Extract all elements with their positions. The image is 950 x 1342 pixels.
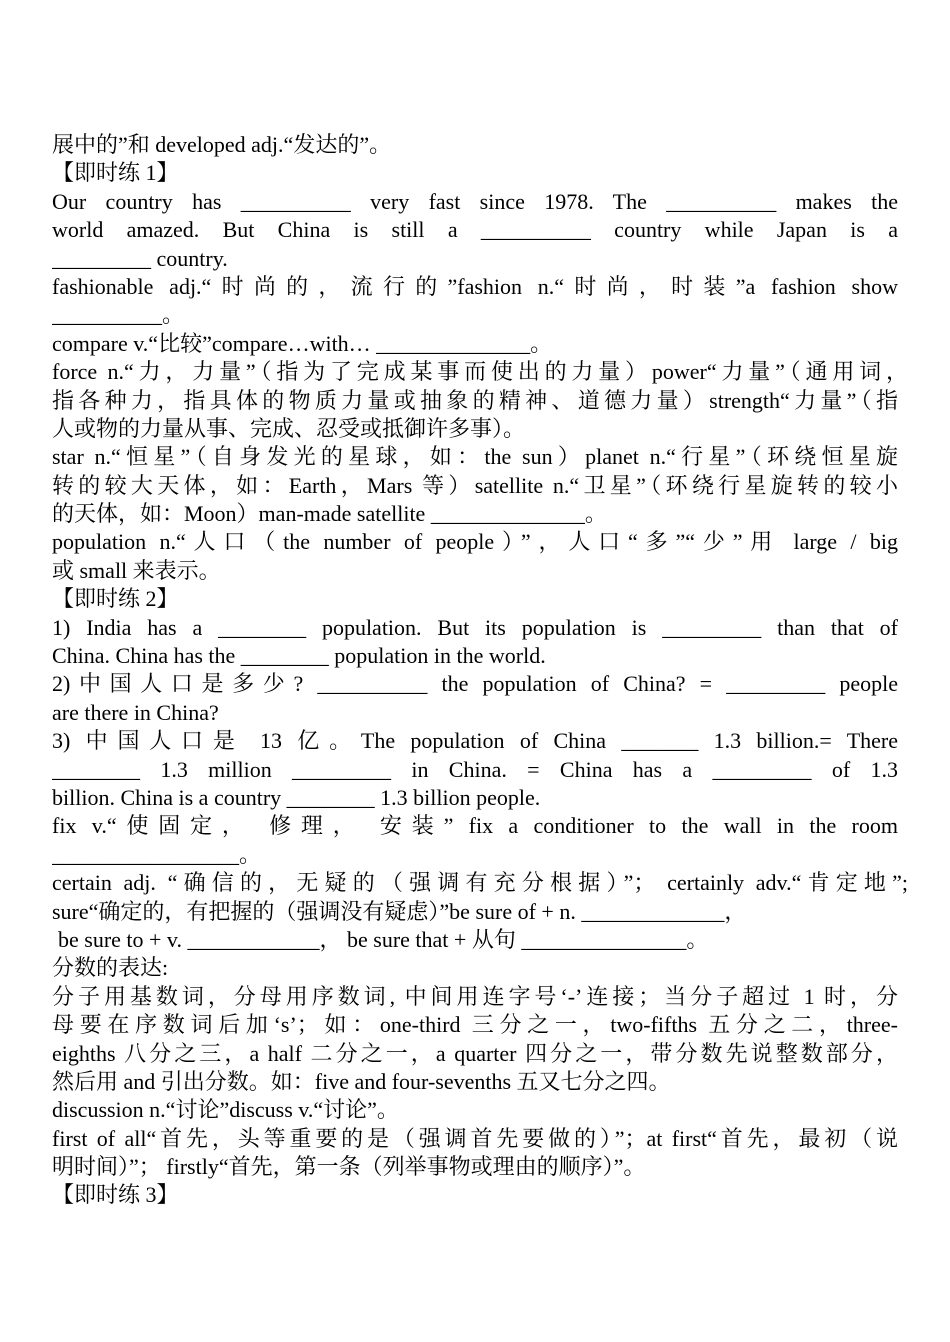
text-line: be sure to + v. ____________， be sure that + 从句 _______________。 [58, 926, 709, 952]
text-line: force n.“力，力量”（指为了完成某事而使出的力量）power“力量”（通用词， [52, 359, 908, 385]
text-line: 指各种力，指具体的物质力量或抽象的精神、道德力量）strength“力量”（指 [52, 387, 898, 413]
text-line: 或 small 来表示。 [52, 557, 221, 583]
text-line: billion. China is a country ________ 1.3 billion people. [52, 784, 541, 810]
text-line: _________ country. [52, 245, 228, 271]
text-line: 3) 中国人口是 13 亿。The population of China _______ 1.3 billion.= There [52, 728, 898, 754]
text-line: eighths 八分之三，a half 二分之一，a quarter 四分之一，带分数先说整数部分， [52, 1040, 898, 1066]
text-line: fashionable adj.“时尚的，流行的”fashion n.“时尚，时装”a fashion show [52, 273, 898, 299]
document-page [52, 131, 908, 1210]
text-line: sure“确定的，有把握的（强调没有疑虑）”be sure of + n. _____________， [52, 898, 747, 924]
text-line: __________。 [52, 302, 185, 328]
section-heading: 分数的表达: [52, 955, 169, 981]
text-line: 然后用 and 引出分数。如：five and four-sevenths 五又七分之四。 [52, 1068, 671, 1094]
text-line: are there in China? [52, 699, 219, 725]
text-line: 展中的”和 developed adj.“发达的”。 [52, 132, 392, 157]
text-line: 1) India has a ________ population. But its population is _________ than that of [52, 614, 898, 640]
text-line: 母要在序数词后加‘s’；如：one-third 三分之一，two-fifths 五分之二，three- [52, 1012, 898, 1038]
text-line: star n.“恒星”（自身发光的星球，如：the sun）planet n.“行星”（环绕恒星旋 [52, 444, 898, 470]
text-line: 的天体，如：Moon）man-made satellite ______________。 [52, 501, 607, 527]
text-line: ________ 1.3 million _________ in China. = China has a _________ of 1.3 [52, 756, 898, 782]
text-line: China. China has the ________ population in the world. [52, 643, 546, 669]
text-line: Our country has __________ very fast since 1978. The __________ makes the [52, 188, 898, 214]
text-line: 转的较大天体，如：Earth，Mars 等）satellite n.“卫星”（环绕行星旋转的较小 [52, 472, 898, 498]
exercise-heading: 【即时练 3】 [52, 1182, 179, 1208]
text-line: first of all“首先，头等重要的是（强调首先要做的）”；at first“首先，最初（说 [52, 1125, 898, 1151]
exercise-heading: 【即时练 1】 [52, 160, 179, 186]
text-line: 明时间）”； firstly“首先，第一条（列举事物或理由的顺序）”。 [52, 1154, 646, 1180]
text-line: discussion n.“讨论”discuss v.“讨论”。 [52, 1097, 399, 1123]
text-line: population n.“人口（the number of people）”，人口“多”“少”用 large / big [52, 529, 898, 555]
text-line: 分子用基数词，分母用序数词, 中间用连字号‘-’连接；当分子超过 1 时，分 [52, 983, 898, 1009]
text-line: compare v.“比较”compare…with… ______________。 [52, 330, 553, 356]
text-line: world amazed. But China is still a __________ country while Japan is a [52, 217, 898, 243]
exercise-heading: 【即时练 2】 [52, 586, 179, 612]
text-line: certain adj. “确信的，无疑的（强调有充分根据）”； certainly adv.“肯定地”; [52, 870, 908, 896]
text-line: 人或物的力量从事、完成、忍受或抵御许多事）。 [52, 415, 526, 441]
text-line: _________________。 [52, 841, 262, 867]
text-line: 2)中国人口是多少? __________ the population of China? = _________ people [52, 671, 898, 697]
text-line: fix v.“使固定， 修理， 安装” fix a conditioner to the wall in the room [52, 813, 898, 839]
